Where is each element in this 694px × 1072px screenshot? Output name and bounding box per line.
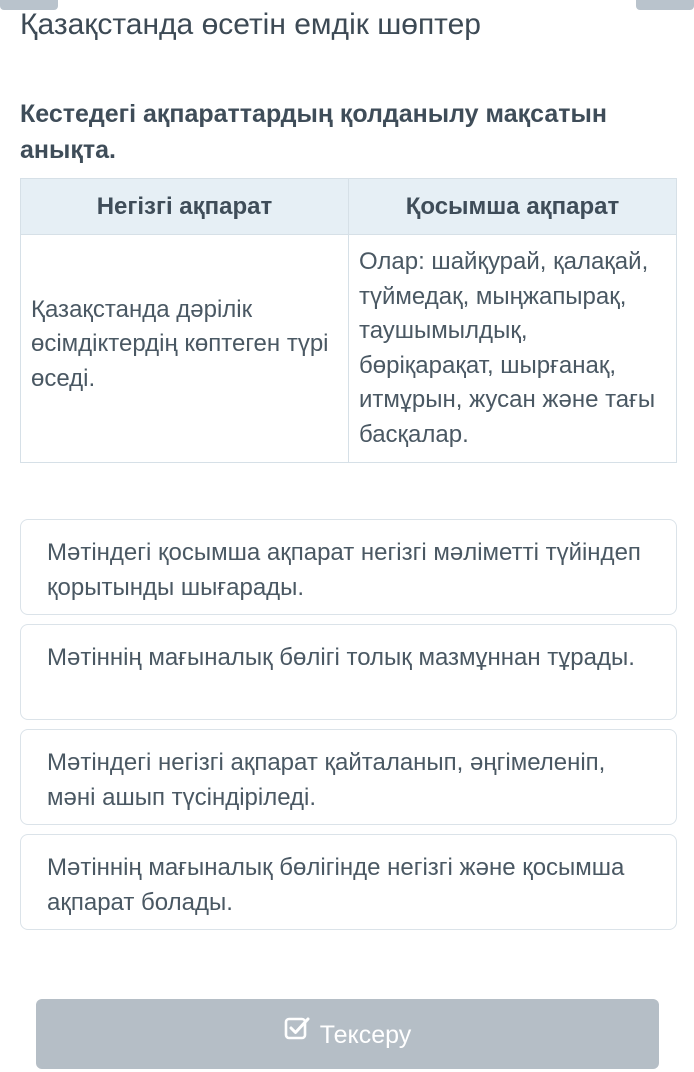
answer-option[interactable]: Мәтіндегі негізгі ақпарат қайталанып, әңгімеленіп, мәні ашып түсіндіріледі. xyxy=(20,729,677,825)
column-header-extra-info: Қосымша ақпарат xyxy=(349,179,677,235)
main-info-cell: Қазақстанда дәрілік өсімдіктердің көптеген түрі өседі. xyxy=(21,235,349,463)
answer-option[interactable]: Мәтіннің мағыналық бөлігінде негізгі және қосымша ақпарат болады. xyxy=(20,834,677,930)
answer-options xyxy=(20,519,677,939)
extra-info-cell: Олар: шайқурай, қалақай, түймедақ, мыңжапырақ, таушымылдық, бөріқарақат, шырғанақ, итмұрын, жусан және тағы басқалар. xyxy=(349,235,677,463)
info-table xyxy=(20,178,677,463)
column-header-main-info: Негізгі ақпарат xyxy=(21,179,349,235)
checkbox-check-icon xyxy=(284,997,310,1069)
check-button-label: Тексеру xyxy=(319,1021,412,1049)
table-header-row xyxy=(21,179,677,235)
top-right-tab[interactable] xyxy=(636,0,694,10)
check-button[interactable] xyxy=(36,999,659,1069)
question-prompt: Кестедегі ақпараттардың қолданылу мақсатын анықта. xyxy=(20,100,607,164)
page-title: Қазақстанда өсетін емдік шөптер xyxy=(20,8,481,41)
answer-option[interactable]: Мәтіндегі қосымша ақпарат негізгі мәліметті түйіндеп қорытынды шығарады. xyxy=(20,519,677,615)
table-row xyxy=(21,235,677,463)
answer-option[interactable]: Мәтіннің мағыналық бөлігі толық мазмұннан тұрады. xyxy=(20,624,677,720)
